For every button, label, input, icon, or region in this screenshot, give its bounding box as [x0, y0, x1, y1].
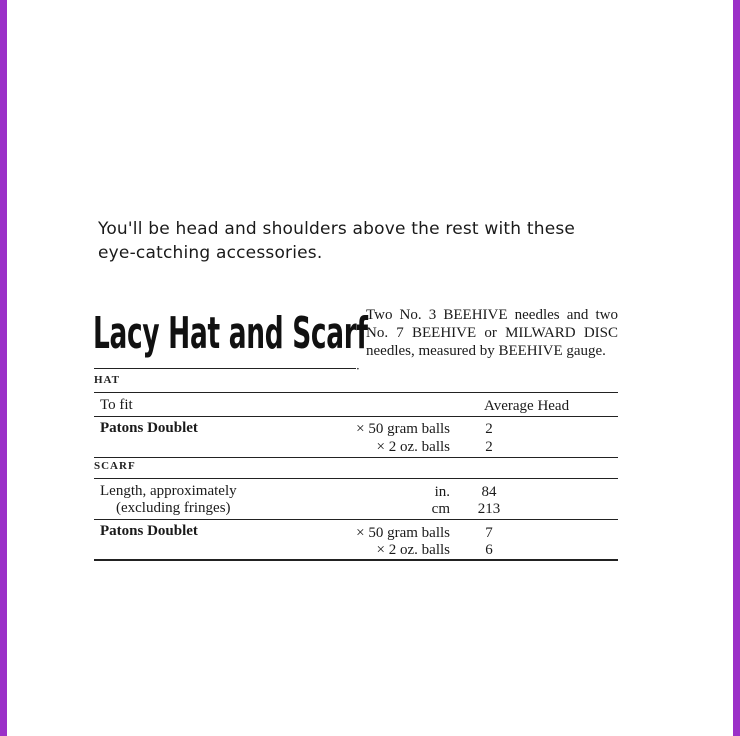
hat-unit-1: × 50 gram balls — [356, 421, 450, 437]
hat-yarn: Patons Doublet — [100, 420, 198, 436]
hat-unit-2: × 2 oz. balls — [376, 439, 450, 455]
hat-rule-bottom — [94, 457, 618, 458]
scarf-rule-bottom — [94, 559, 618, 561]
length-cm-value: 213 — [477, 501, 501, 517]
intro-text — [98, 217, 618, 265]
scarf-unit-1: × 50 gram balls — [356, 525, 450, 541]
needles-note: Two No. 3 BEEHIVE needles and two No. 7 BEEHIVE or MILWARD DISC needles, measured by BEEHIVE gauge. — [366, 307, 618, 359]
pattern-title: Lacy Hat and Scarf — [93, 308, 368, 359]
intro-line-2: eye-catching accessories. — [98, 243, 323, 263]
hat-value-2: 2 — [485, 439, 493, 455]
scarf-section-heading: SCARF — [94, 460, 136, 472]
hat-section-heading: HAT — [94, 374, 121, 386]
title-dot: · — [356, 362, 360, 376]
hat-value-1: 2 — [485, 421, 493, 437]
title-rule — [94, 368, 356, 369]
length-note: (excluding fringes) — [116, 500, 231, 516]
to-fit-label: To fit — [100, 397, 133, 413]
hat-rule-mid — [94, 416, 618, 417]
intro-line-1: You'll be head and shoulders above the rest with these — [98, 219, 576, 239]
length-cm-unit: cm — [431, 501, 450, 517]
scarf-value-1: 7 — [485, 525, 493, 541]
to-fit-value: Average Head — [484, 398, 570, 414]
scarf-unit-2: × 2 oz. balls — [376, 542, 450, 558]
hat-rule-top — [94, 392, 618, 393]
scarf-rule-mid — [94, 519, 618, 520]
length-in-value: 84 — [481, 484, 497, 500]
length-label: Length, approximately — [100, 483, 237, 499]
length-in-unit: in. — [434, 484, 450, 500]
scarf-value-2: 6 — [485, 542, 493, 558]
scarf-rule-top — [94, 478, 618, 479]
scarf-yarn: Patons Doublet — [100, 523, 198, 539]
